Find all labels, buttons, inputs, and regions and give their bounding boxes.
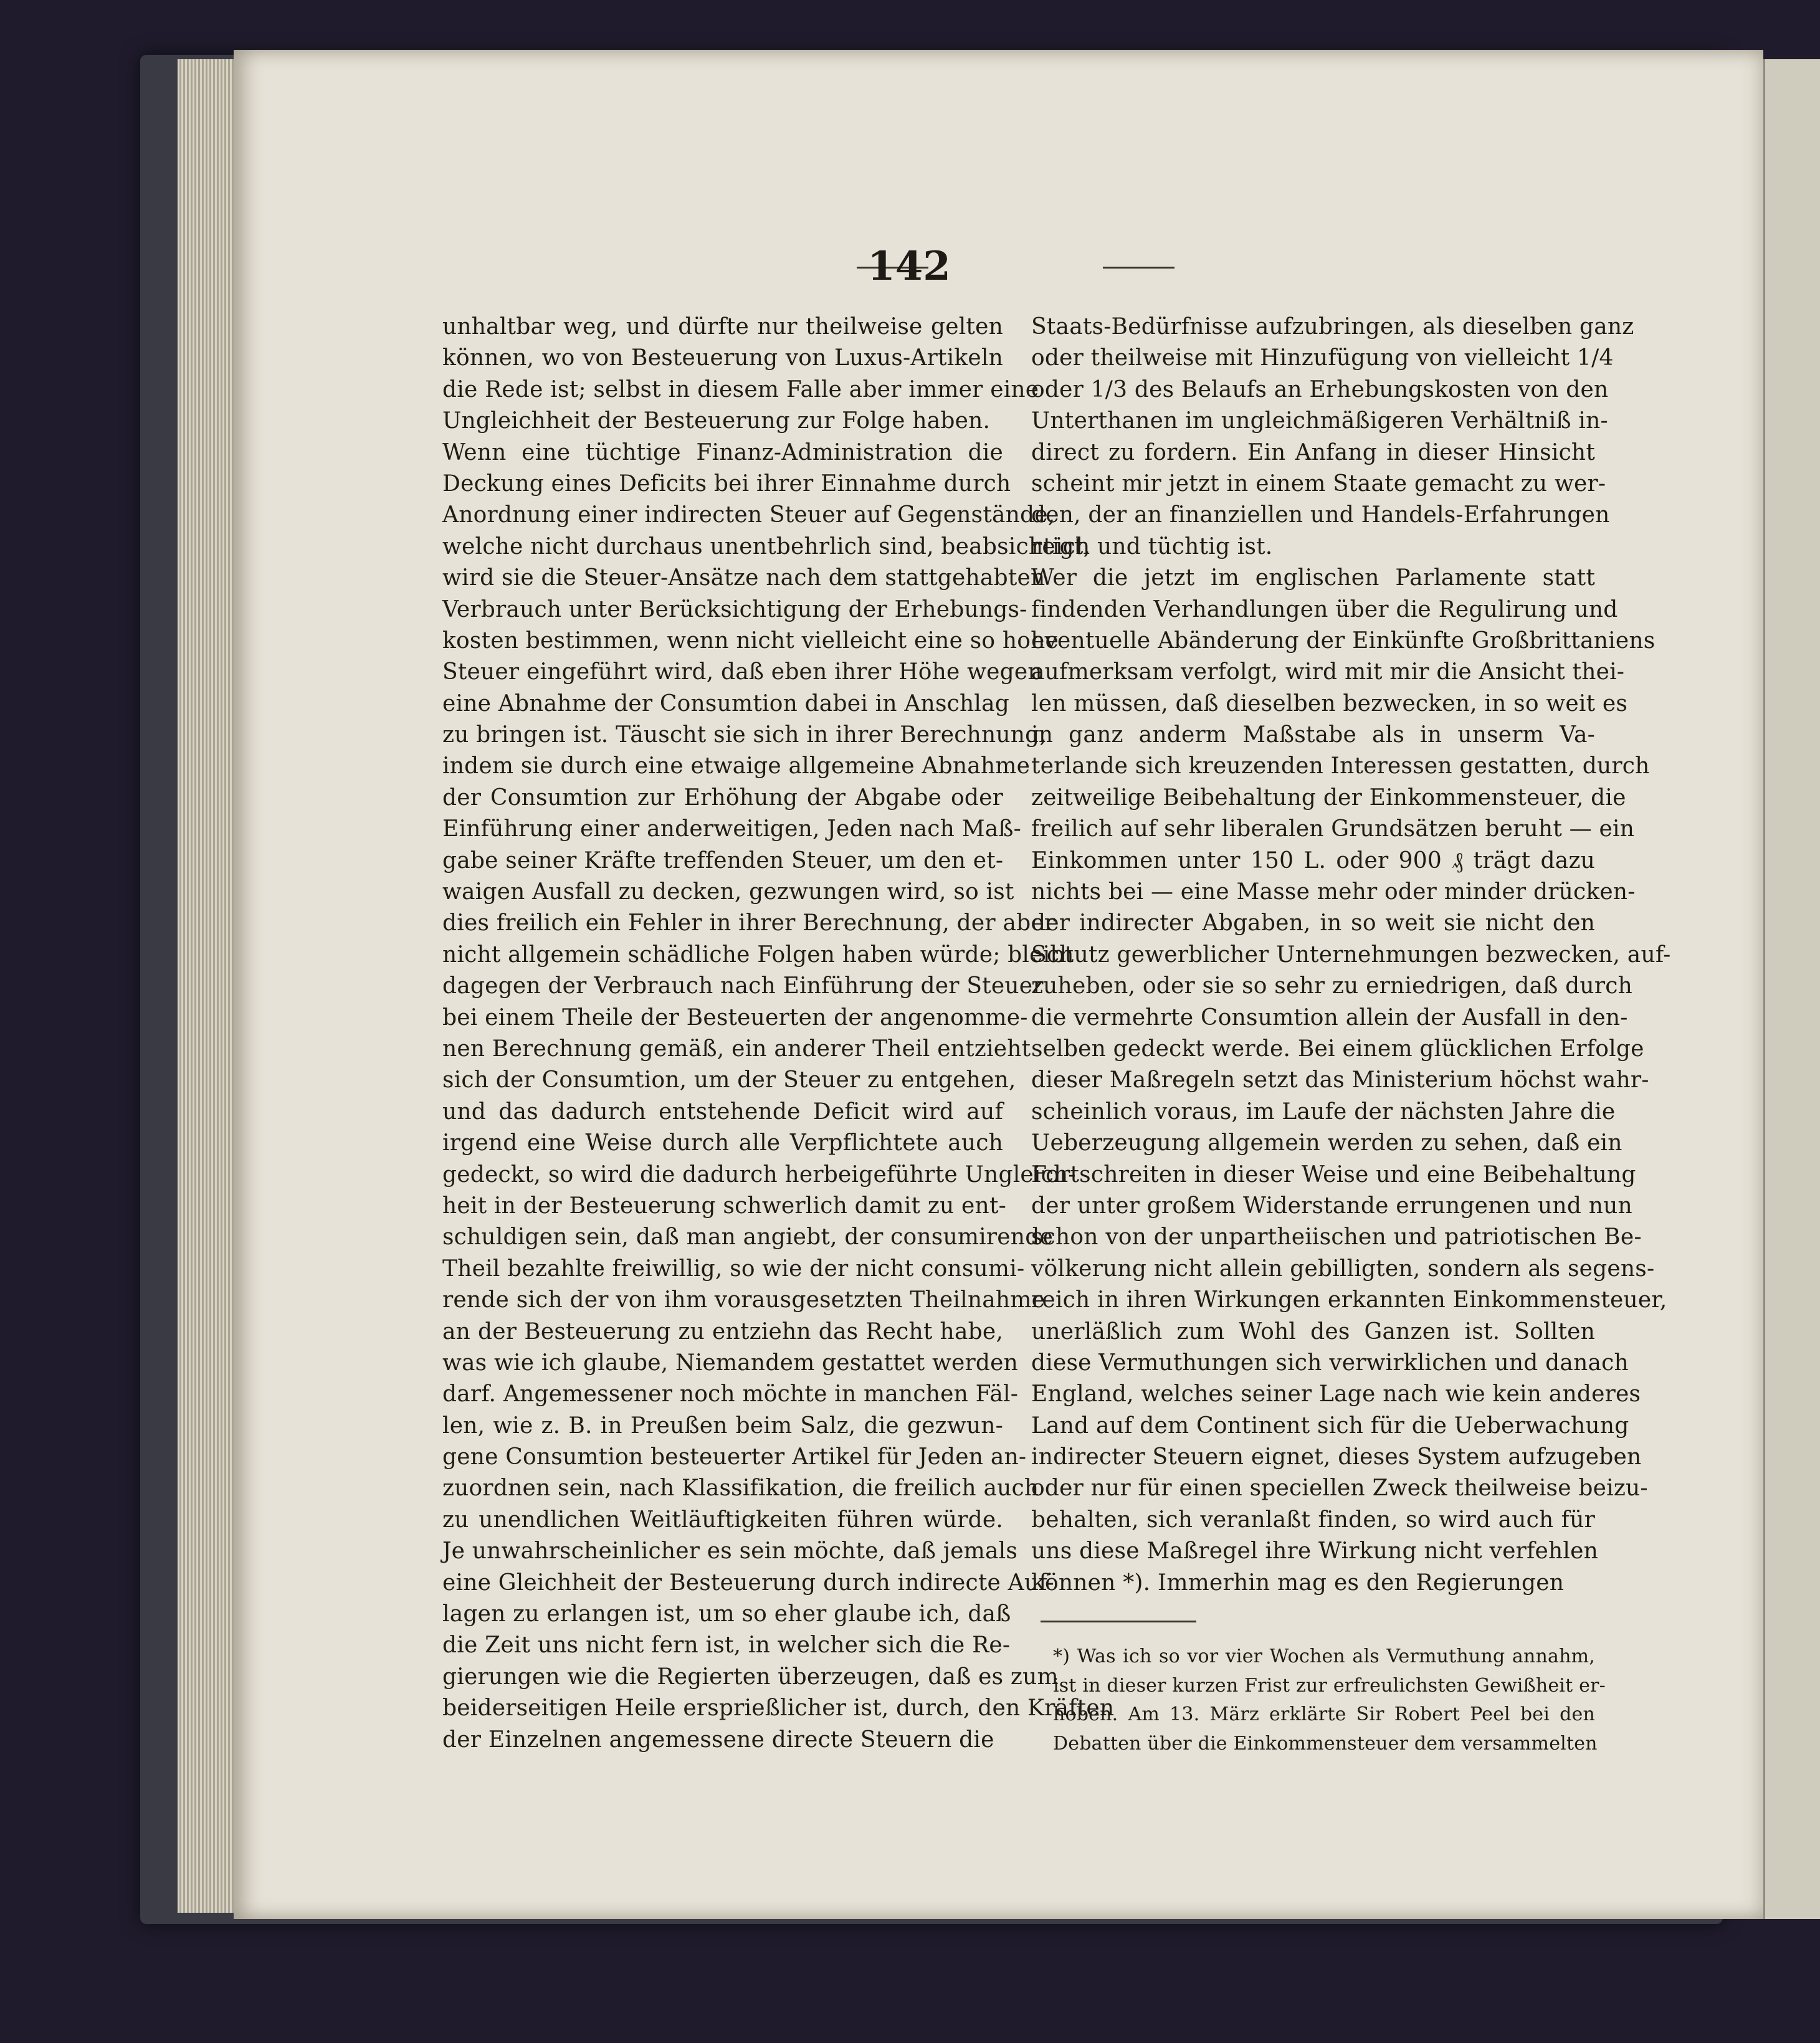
text-line: Fortschreiten in dieser Weise und eine Beibehaltung	[1031, 1161, 1636, 1188]
text-line: zu bringen ist. Täuscht sie sich in ihrer Berechnung,	[442, 722, 1047, 748]
text-line: Verbrauch unter Berücksichtigung der Erhebungs-	[442, 596, 1027, 622]
text-line: lagen zu erlangen ist, um so eher glaube ich, daß	[442, 1601, 1011, 1627]
text-line: können *). Immerhin mag es den Regierungen	[1031, 1569, 1565, 1596]
text-line: indem sie durch eine etwaige allgemeine Abnahme	[442, 753, 1031, 779]
text-line: terlande sich kreuzenden Interessen gestatten, durch	[1031, 753, 1650, 779]
text-line: reich und tüchtig ist.	[1031, 533, 1273, 560]
text-line: Ungleichheit der Besteuerung zur Folge haben.	[442, 408, 991, 434]
text-line: ist in dieser kurzen Frist zur erfreulichsten Gewißheit er-	[1053, 1674, 1606, 1697]
text-line: Land auf dem Continent sich für die Ueberwachung	[1031, 1412, 1629, 1439]
footnote	[1053, 1642, 1606, 1758]
text-line: gene Consumtion besteuerter Artikel für Jeden an-	[442, 1444, 1027, 1470]
text-line: Einkommen unter 150 L. oder 900 ₰ trägt dazu	[1031, 847, 1595, 874]
text-line: sich der Consumtion, um der Steuer zu entgehen,	[442, 1067, 1016, 1093]
text-line: völkerung nicht allein gebilligten, sondern als segens-	[1031, 1255, 1655, 1282]
text-line: die Rede ist; selbst in diesem Falle aber immer eine	[442, 376, 1039, 402]
text-line: Anordnung einer indirecten Steuer auf Gegenstände,	[442, 502, 1055, 528]
text-line: uns diese Maßregel ihre Wirkung nicht verfehlen	[1031, 1538, 1599, 1564]
text-line: Wenn eine tüchtige Finanz-Administration die	[442, 439, 1003, 465]
text-line: oder 1/3 des Belaufs an Erhebungskosten von den	[1031, 376, 1609, 402]
text-line: Einführung einer anderweitigen, Jeden nach Maß-	[442, 816, 1022, 842]
text-line: schon von der unpartheiischen und patriotischen Be-	[1031, 1224, 1642, 1250]
text-line: behalten, sich veranlaßt finden, so wird auch für	[1031, 1507, 1595, 1533]
text-line: beiderseitigen Heile ersprießlicher ist, durch, den Kräften	[442, 1695, 1115, 1722]
text-line: kosten bestimmen, wenn nicht vielleicht eine so hohe	[442, 627, 1059, 654]
text-line: zeitweilige Beibehaltung der Einkommensteuer, die	[1031, 784, 1626, 811]
text-line: freilich auf sehr liberalen Grundsätzen beruht — ein	[1031, 816, 1635, 842]
text-line: waigen Ausfall zu decken, gezwungen wird, so ist	[442, 879, 1014, 905]
text-line: *) Was ich so vor vier Wochen als Vermuthung annahm,	[1053, 1645, 1595, 1667]
text-line: selben gedeckt werde. Bei einem glücklichen Erfolge	[1031, 1036, 1644, 1062]
text-line: die vermehrte Consumtion allein der Ausfall in den-	[1031, 1004, 1628, 1031]
text-line: oder nur für einen speciellen Zweck theilweise beizu-	[1031, 1475, 1648, 1502]
text-line: rende sich der von ihm vorausgesetzten Theilnahme	[442, 1287, 1046, 1313]
text-line: England, welches seiner Lage nach wie kein anderes	[1031, 1381, 1641, 1407]
text-line: der Einzelnen angemessene directe Steuern die	[442, 1726, 994, 1753]
text-line: scheint mir jetzt in einem Staate gemacht zu wer-	[1031, 470, 1606, 497]
text-line: Debatten über die Einkommensteuer dem versammelten	[1053, 1732, 1598, 1755]
text-line: darf. Angemessener noch möchte in manchen Fäl-	[442, 1381, 1019, 1407]
header-rule-right	[1103, 267, 1174, 269]
text-line: schuldigen sein, daß man angiebt, der consumirende	[442, 1224, 1053, 1250]
text-line: Schutz gewerblicher Unternehmungen bezwecken, auf-	[1031, 941, 1671, 968]
text-line: in ganz anderm Maßstabe als in unserm Va-	[1031, 722, 1595, 748]
text-line: den, der an finanziellen und Handels-Erfahrungen	[1031, 502, 1610, 528]
text-line: eine Abnahme der Consumtion dabei in Anschlag	[442, 690, 1009, 717]
text-line: dies freilich ein Fehler in ihrer Berechnung, der aber	[442, 910, 1055, 936]
text-line: aufmerksam verfolgt, wird mit mir die Ansicht thei-	[1031, 659, 1625, 685]
text-line: was wie ich glaube, Niemandem gestattet werden	[442, 1350, 1019, 1376]
text-line: unerläßlich zum Wohl des Ganzen ist. Sollten	[1031, 1318, 1595, 1345]
text-line: und das dadurch entstehende Deficit wird auf	[442, 1098, 1003, 1125]
text-line: gedeckt, so wird die dadurch herbeigeführte Ungleich-	[442, 1161, 1076, 1188]
text-line: dieser Maßregeln setzt das Ministerium höchst wahr-	[1031, 1067, 1649, 1093]
text-line: direct zu fordern. Ein Anfang in dieser Hinsicht	[1031, 439, 1595, 465]
text-line: nen Berechnung gemäß, ein anderer Theil entzieht	[442, 1036, 1031, 1062]
text-line: oder theilweise mit Hinzufügung von vielleicht 1/4	[1031, 345, 1614, 371]
text-line: Ueberzeugung allgemein werden zu sehen, daß ein	[1031, 1130, 1622, 1156]
text-line: der unter großem Widerstande errungenen und nun	[1031, 1193, 1632, 1219]
page-number: 142	[867, 243, 951, 290]
text-line: unhaltbar weg, und dürfte nur theilweise gelten	[442, 314, 1003, 340]
text-line: an der Besteuerung zu entziehn das Recht habe,	[442, 1318, 1003, 1345]
text-column-right	[1031, 312, 1671, 1599]
text-line: scheinlich voraus, im Laufe der nächsten Jahre die	[1031, 1098, 1616, 1125]
text-line: gierungen wie die Regierten überzeugen, daß es zum	[442, 1664, 1059, 1690]
text-line: reich in ihren Wirkungen erkannten Einkommensteuer,	[1031, 1287, 1667, 1313]
text-line: der Consumtion zur Erhöhung der Abgabe oder	[442, 784, 1003, 811]
text-line: welche nicht durchaus unentbehrlich sind, beabsichtigt,	[442, 533, 1091, 560]
text-line: len müssen, daß dieselben bezwecken, in so weit es	[1031, 690, 1628, 717]
text-line: indirecter Steuern eignet, dieses System aufzugeben	[1031, 1444, 1642, 1470]
text-line: der indirecter Abgaben, in so weit sie nicht den	[1031, 910, 1595, 936]
text-line: Staats-Bedürfnisse aufzubringen, als dieselben ganz	[1031, 314, 1634, 340]
text-line: Je unwahrscheinlicher es sein möchte, daß jemals	[442, 1538, 1017, 1564]
text-line: Unterthanen im ungleichmäßigeren Verhältniß in-	[1031, 408, 1608, 434]
text-line: eventuelle Abänderung der Einkünfte Großbrittaniens	[1031, 627, 1656, 654]
text-line: eine Gleichheit der Besteuerung durch indirecte Auf-	[442, 1569, 1054, 1596]
text-line: zu unendlichen Weitläuftigkeiten führen würde.	[442, 1507, 1003, 1533]
text-line: dagegen der Verbrauch nach Einführung der Steuer	[442, 973, 1044, 999]
text-line: können, wo von Besteuerung von Luxus-Artikeln	[442, 345, 1003, 371]
text-line: nicht allgemein schädliche Folgen haben würde; bleibt	[442, 941, 1074, 968]
text-line: findenden Verhandlungen über die Regulirung und	[1031, 596, 1618, 622]
text-line: Deckung eines Deficits bei ihrer Einnahme durch	[442, 470, 1011, 497]
text-line: Steuer eingeführt wird, daß eben ihrer Höhe wegen	[442, 659, 1042, 685]
text-column-left	[442, 312, 1115, 1756]
text-line: nichts bei — eine Masse mehr oder minder drücken-	[1031, 879, 1636, 905]
text-line: bei einem Theile der Besteuerten der angenomme-	[442, 1004, 1028, 1031]
text-line: heit in der Besteuerung schwerlich damit zu ent-	[442, 1193, 1006, 1219]
text-line: Wer die jetzt im englischen Parlamente statt	[1031, 565, 1595, 591]
footnote-rule	[1041, 1621, 1196, 1622]
text-line: diese Vermuthungen sich verwirklichen und danach	[1031, 1350, 1629, 1376]
text-line: irgend eine Weise durch alle Verpflichtete auch	[442, 1130, 1003, 1156]
next-page-edge	[1763, 59, 1820, 1919]
text-line: hoben. Am 13. März erklärte Sir Robert Peel bei den	[1053, 1703, 1595, 1725]
text-line: wird sie die Steuer-Ansätze nach dem stattgehabten	[442, 565, 1046, 591]
text-line: len, wie z. B. in Preußen beim Salz, die gezwun-	[442, 1412, 1003, 1439]
text-line: Theil bezahlte freiwillig, so wie der nicht consumi-	[442, 1255, 1025, 1282]
text-line: gabe seiner Kräfte treffenden Steuer, um den et-	[442, 847, 1004, 874]
text-line: zuheben, oder sie so sehr zu erniedrigen, daß durch	[1031, 973, 1632, 999]
text-line: die Zeit uns nicht fern ist, in welcher sich die Re-	[442, 1632, 1011, 1659]
text-line: zuordnen sein, nach Klassifikation, die freilich auch	[442, 1475, 1039, 1502]
